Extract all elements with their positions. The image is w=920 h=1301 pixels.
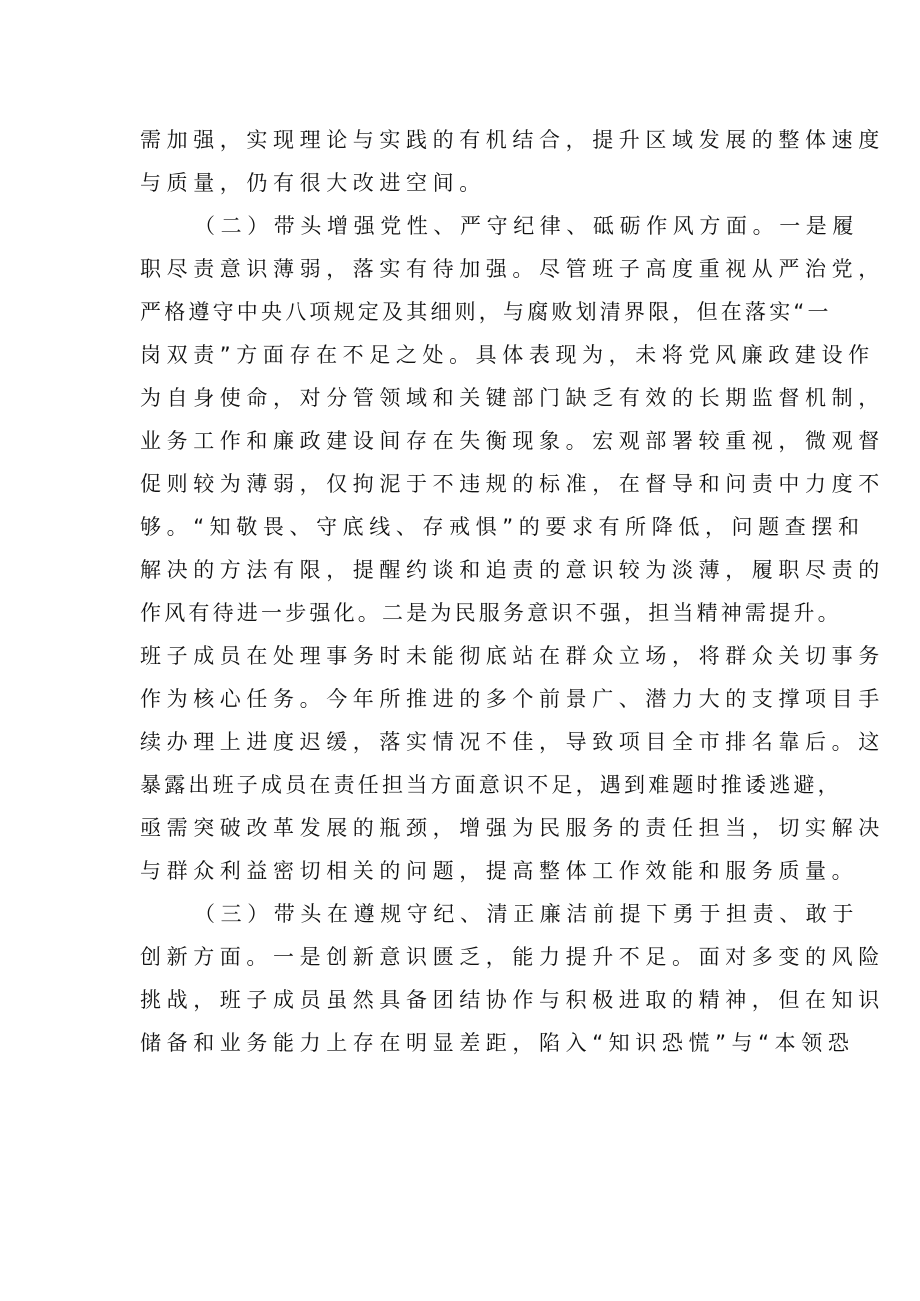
text-line: 与群众利益密切相关的问题，提高整体工作效能和服务质量。 [140, 859, 859, 883]
text-line: 为自身使命，对分管领域和关键部门缺乏有效的长期监督机制， [140, 386, 885, 410]
paragraph-continuation [140, 119, 885, 205]
text-line: 严格遵守中央八项规定及其细则，与腐败划清界限，但在落实“一 [140, 300, 832, 324]
text-line: 业务工作和廉政建设间存在失衡现象。宏观部署较重视，微观督 [140, 429, 885, 453]
text-line: 挑战，班子成员虽然具备团结协作与积极进取的精神，但在知识 [140, 988, 885, 1012]
text-line: 亟需突破改革发展的瓶颈，增强为民服务的责任担当，切实解决 [140, 816, 885, 840]
text-line: 暴露出班子成员在责任担当方面意识不足，遇到难题时推诿逃避， [140, 773, 842, 797]
text-line: 作为核心任务。今年所推进的多个前景广、潜力大的支撑项目手 [140, 687, 885, 711]
paragraph-section-3 [140, 893, 885, 1065]
text-line: 够。“知敬畏、守底线、存戒惧”的要求有所降低，问题查摆和 [140, 515, 865, 539]
text-line: 需加强，实现理论与实践的有机结合，提升区域发展的整体速度 [140, 128, 885, 152]
text-line: 班子成员在处理事务时未能彻底站在群众立场，将群众关切事务 [140, 644, 885, 668]
text-line: 岗双责”方面存在不足之处。具体表现为，未将党风廉政建设作 [140, 343, 875, 367]
text-line: 续办理上进度迟缓，落实情况不佳，导致项目全市排名靠后。这 [140, 730, 885, 754]
text-line: 与质量，仍有很大改进空间。 [140, 171, 486, 195]
text-line: 储备和业务能力上存在明显差距，陷入“知识恐慌”与“本领恐 [140, 1031, 855, 1055]
section-heading-line: （三）带头在遵规守纪、清正廉洁前提下勇于担责、敢于 [194, 902, 859, 926]
text-line: 促则较为薄弱，仅拘泥于不违规的标准，在督导和问责中力度不 [140, 472, 885, 496]
paragraph-section-2 [140, 205, 885, 893]
text-line: 作风有待进一步强化。二是为民服务意识不强，担当精神需提升。 [140, 601, 842, 625]
text-line: 解决的方法有限，提醒约谈和追责的意识较为淡薄，履职尽责的 [140, 558, 885, 582]
section-heading-line: （二）带头增强党性、严守纪律、砥砺作风方面。一是履 [194, 214, 859, 238]
text-line: 职尽责意识薄弱，落实有待加强。尽管班子高度重视从严治党， [140, 257, 885, 281]
text-line: 创新方面。一是创新意识匮乏，能力提升不足。面对多变的风险 [140, 945, 885, 969]
document-body [140, 119, 885, 1065]
